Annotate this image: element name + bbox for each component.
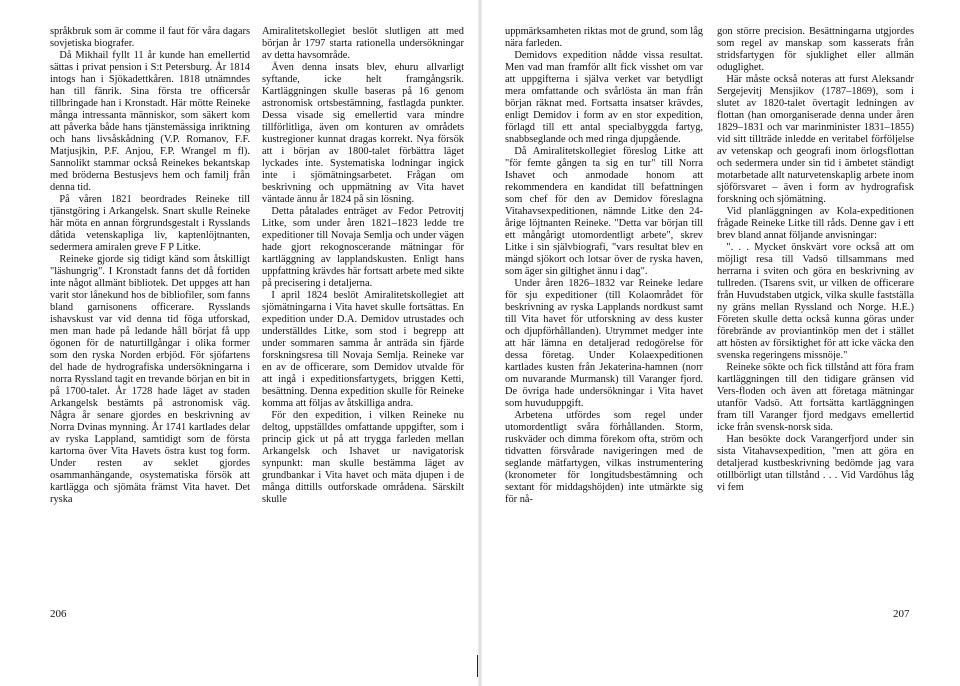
paragraph: Här måste också noteras att furst Aleksandr Sergejevitj Mensjikov (1787–1869), som i slutet av 1820-talet övertagit ledningen av flottan (han omorganiserade denna under åren 1829–1831 och var marinminister 1831–1855) vid sitt tillträde inledde en veritabel förföljelse av vetenskap och geografi inom örlogsflottan och sedermera under sin tid i ämbetet ständigt motarbetade allt naturvetenskaplig arbete inom sjöförsvaret – även i form av hydrografisk forskning och sjömätning. <box>717 74 914 205</box>
paragraph: På våren 1821 beordrades Reineke till tjänstgöring i Arkangelsk. Snart skulle Reineke här möta en annan förgrundsgestalt i Rysslands dåtida vetenskapliga liv, kaptenlöjtnanten, sedermera amiralen greve F P Litke. <box>50 194 250 253</box>
left-page-column-2 <box>262 26 464 604</box>
right-page-column-1 <box>505 26 703 604</box>
paragraph: Arbetena utfördes som regel under utomordentligt svåra förhållanden. Storm, ruskväder och dimma förekom ofta, ström och tidvatten försvårade navigeringen med de seglande mätfartygen, vilkas instrumentering (kronometer för longitudsbestämning och sextant för middagshöjden) inte utmärkte sig för nå- <box>505 410 703 505</box>
paragraph: ". . . Mycket önskvärt vore också att om möjligt resa till Vadsö tillsammans med herrarna i sviten och göra en beskrivning av tullreden. (Tsarens svit, ur vilken de officerare från Huvudstaben utgick, vilka skulle fastställa ny gräns mellan Ryssland och Norge. H.E.) Företen skulle detta också kunna göras under förebrände av proviantinköp men det i stället att hösten av försiktighet för att icke väcka den svenska regeringens missnöje." <box>717 242 914 361</box>
paragraph: uppmärksamheten riktas mot de grund, som låg nära farleden. <box>505 26 703 49</box>
paragraph: Demidovs expedition nådde vissa resultat. Men vad man framför allt fick visshet om var att uppgifterna i själva verket var betydligt mera omfattande och svårlösta än man från början räknat med. Fortsatta insatser krävdes, enligt Demidov i form av en stor expedition, förlagd till ett antal specialbyggda fartyg, snabbseglande och med ringa djupgående. <box>505 50 703 145</box>
paragraph: Även denna insats blev, ehuru allvarligt syftande, icke helt framgångsrik. Kartläggningen skulle baseras på 16 genom astronomisk ortsbestämning, fastlagda punkter. Dessa visade sig emellertid vara mindre tillförlitliga, även om konturen av områdets kustregioner kunnat dragas korrekt. Nya försök att i början av 1800-talet förbättra läget lyckades inte. Systematiska lodningar ingick inte i sjömätningsarbetet. Frågan om beskrivning och uppmätning av Vita havet väntade ännu år 1824 på sin lösning. <box>262 62 464 205</box>
paragraph: Då Amiralitetskollegiet föreslog Litke att "för femte gången ta sig en tur" till Norra Ishavet och anmodade honom att rekommendera en kandidat till befattningen som chef för den av Demidov föreslagna Vitahavsexpeditionen, nämnde Litke den 24-årige löjtnanten Reineke. "Detta var början till ett mångårigt utomordentligt arbete", skrev Litke i sin självbiografi, "vars resultat blev en mängd sjökort och lotsar över de ryska haven, som äger sin giltighet ännu i dag". <box>505 146 703 277</box>
book-gutter <box>478 0 482 686</box>
left-page-column-1 <box>50 26 250 604</box>
margin-mark <box>477 655 478 677</box>
paragraph: Under åren 1826–1832 var Reineke ledare för sju expeditioner (till Kolaområdet för beskrivning av ryska Lapplands nordkust samt till Vita havet för utforskning av dess kuster och djupförhållanden). Utrymmet medger inte att här lämna en detaljerad redogörelse för dessa företag. Under Kolaexpeditionen kartlades kusten från Jekaterina-hamnen (norr om nuvarande Murmansk) till Varanger fjord. De övriga hade undersökningar i Vita havet som huvuduppgift. <box>505 278 703 409</box>
right-page-number: 207 <box>893 608 910 620</box>
paragraph: språkbruk som är comme il faut för våra dagars sovjetiska biografer. <box>50 26 250 49</box>
paragraph: Amiralitetskollegiet beslöt slutligen att med början år 1797 starta rationella undersökningar av detta havsområde. <box>262 26 464 61</box>
paragraph: Vid planläggningen av Kola-expeditionen frågade Reineke Litke till råds. Denne gav i ett brev bland annat följande anvisningar: <box>717 206 914 241</box>
right-page-column-2 <box>717 26 914 604</box>
paragraph: Detta påtalades enträget av Fedor Petrovitj Litke, som under åren 1821–1823 ledde tre expeditioner till Novaja Semlja och under vägen hade gjort rekognoscerande mätningar för kartläggning av lapplandskusten. Enligt hans uppfattning krävdes här fortsatt arbete med sikte på precisering i detaljerna. <box>262 206 464 289</box>
paragraph: Han besökte dock Varangerfjord under sin sista Vitahavsexpedition, "men att göra en detaljerad kustbeskrivning bedömde jag vara otillbörligt utan tillstånd . . . Vid Vardöhus låg vi fem <box>717 434 914 493</box>
paragraph: Då Mikhail fyllt 11 år kunde han emellertid sättas i privat pension i S:t Petersburg. År 1814 intogs han i Sjökadettkåren. 1818 utnämndes han till fänrik. Sina första tre officersår tillbringade han i Kronstadt. Här mötte Reineke många intressanta människor, som säkert kom att påverka både hans tjänstemässiga inriktning och hans livsåskådning (V.P. Romanov, F.F. Matjusjkin, P.F. Anjou, F.P. Wrangel m fl). Sannolikt stammar också Reinekes bekantskap med bröderna Bestusjevs hem och familj från denna tid. <box>50 50 250 193</box>
paragraph: Reineke gjorde sig tidigt känd som åtskilligt "läshungrig". I Kronstadt fanns det då fortiden inte något allmänt bibliotek. Det uppges att han varit stor lånekund hos de bibliofiler, som fanns bland garnisonens officerare. Rysslands ishavskust var vid denna tid föga utforskad, men man hade på ledande håll börjat få upp ögonen för de naturtillgångar i olika former som den ryska Norden erbjöd. För sjöfartens del hade de hydrografiska undersökningarna i norra Ryssland tagit en trevande början en bit in på 1700-talet. År 1728 hade läget av staden Arkangelsk bestämts på astronomisk väg. Några år senare gjordes en beskrivning av Norra Dvinas mynning. År 1741 kartlades delar av ryska Lappland, samtidigt som de första kartorna över Vita Havets östra kust tog form. Under resten av seklet gjordes osammanhängande, osystematiska försök att kartlägga och sjömäta främst Vita havet. Det ryska <box>50 254 250 505</box>
left-page-number: 206 <box>50 608 67 620</box>
paragraph: Reineke sökte och fick tillstånd att föra fram kartläggningen till den tidigare gränsen vid Vers-floden och även att företaga mätningar utanför Vadsö. Att fortsätta kartläggningen fram till Varanger fjord medgavs emellertid icke från svensk-norsk sida. <box>717 362 914 433</box>
paragraph: I april 1824 beslöt Amiralitetskollegiet att sjömätningarna i Vita havet skulle fortsättas. En expedition under D.A. Demidov utrustades och underställdes Litke, som stod i begrepp att under sommaren samma år anträda sin fjärde forskningsresa till Novaja Semlja. Reineke var en av de officerare, som Demidov utvalde för att ingå i expeditionsfartygets, briggen Ketti, besättning. Denna expedition skulle för Reineke komma att följas av åtskilliga andra. <box>262 290 464 409</box>
paragraph: gon större precision. Besättningarna utgjordes som regel av manskap som kasserats från stridsfartygen för sjuklighet eller allmän oduglighet. <box>717 26 914 73</box>
paragraph: För den expedition, i vilken Reineke nu deltog, uppställdes omfattande uppgifter, som i princip gick ut på att trygga farleden mellan Arkangelsk och Ishavet ur navigatorisk synpunkt: man skulle bestämma läget av grundbankar i Vita havet och mäta djupen i de många dittills outforskade områdena. Särskilt skulle <box>262 410 464 505</box>
